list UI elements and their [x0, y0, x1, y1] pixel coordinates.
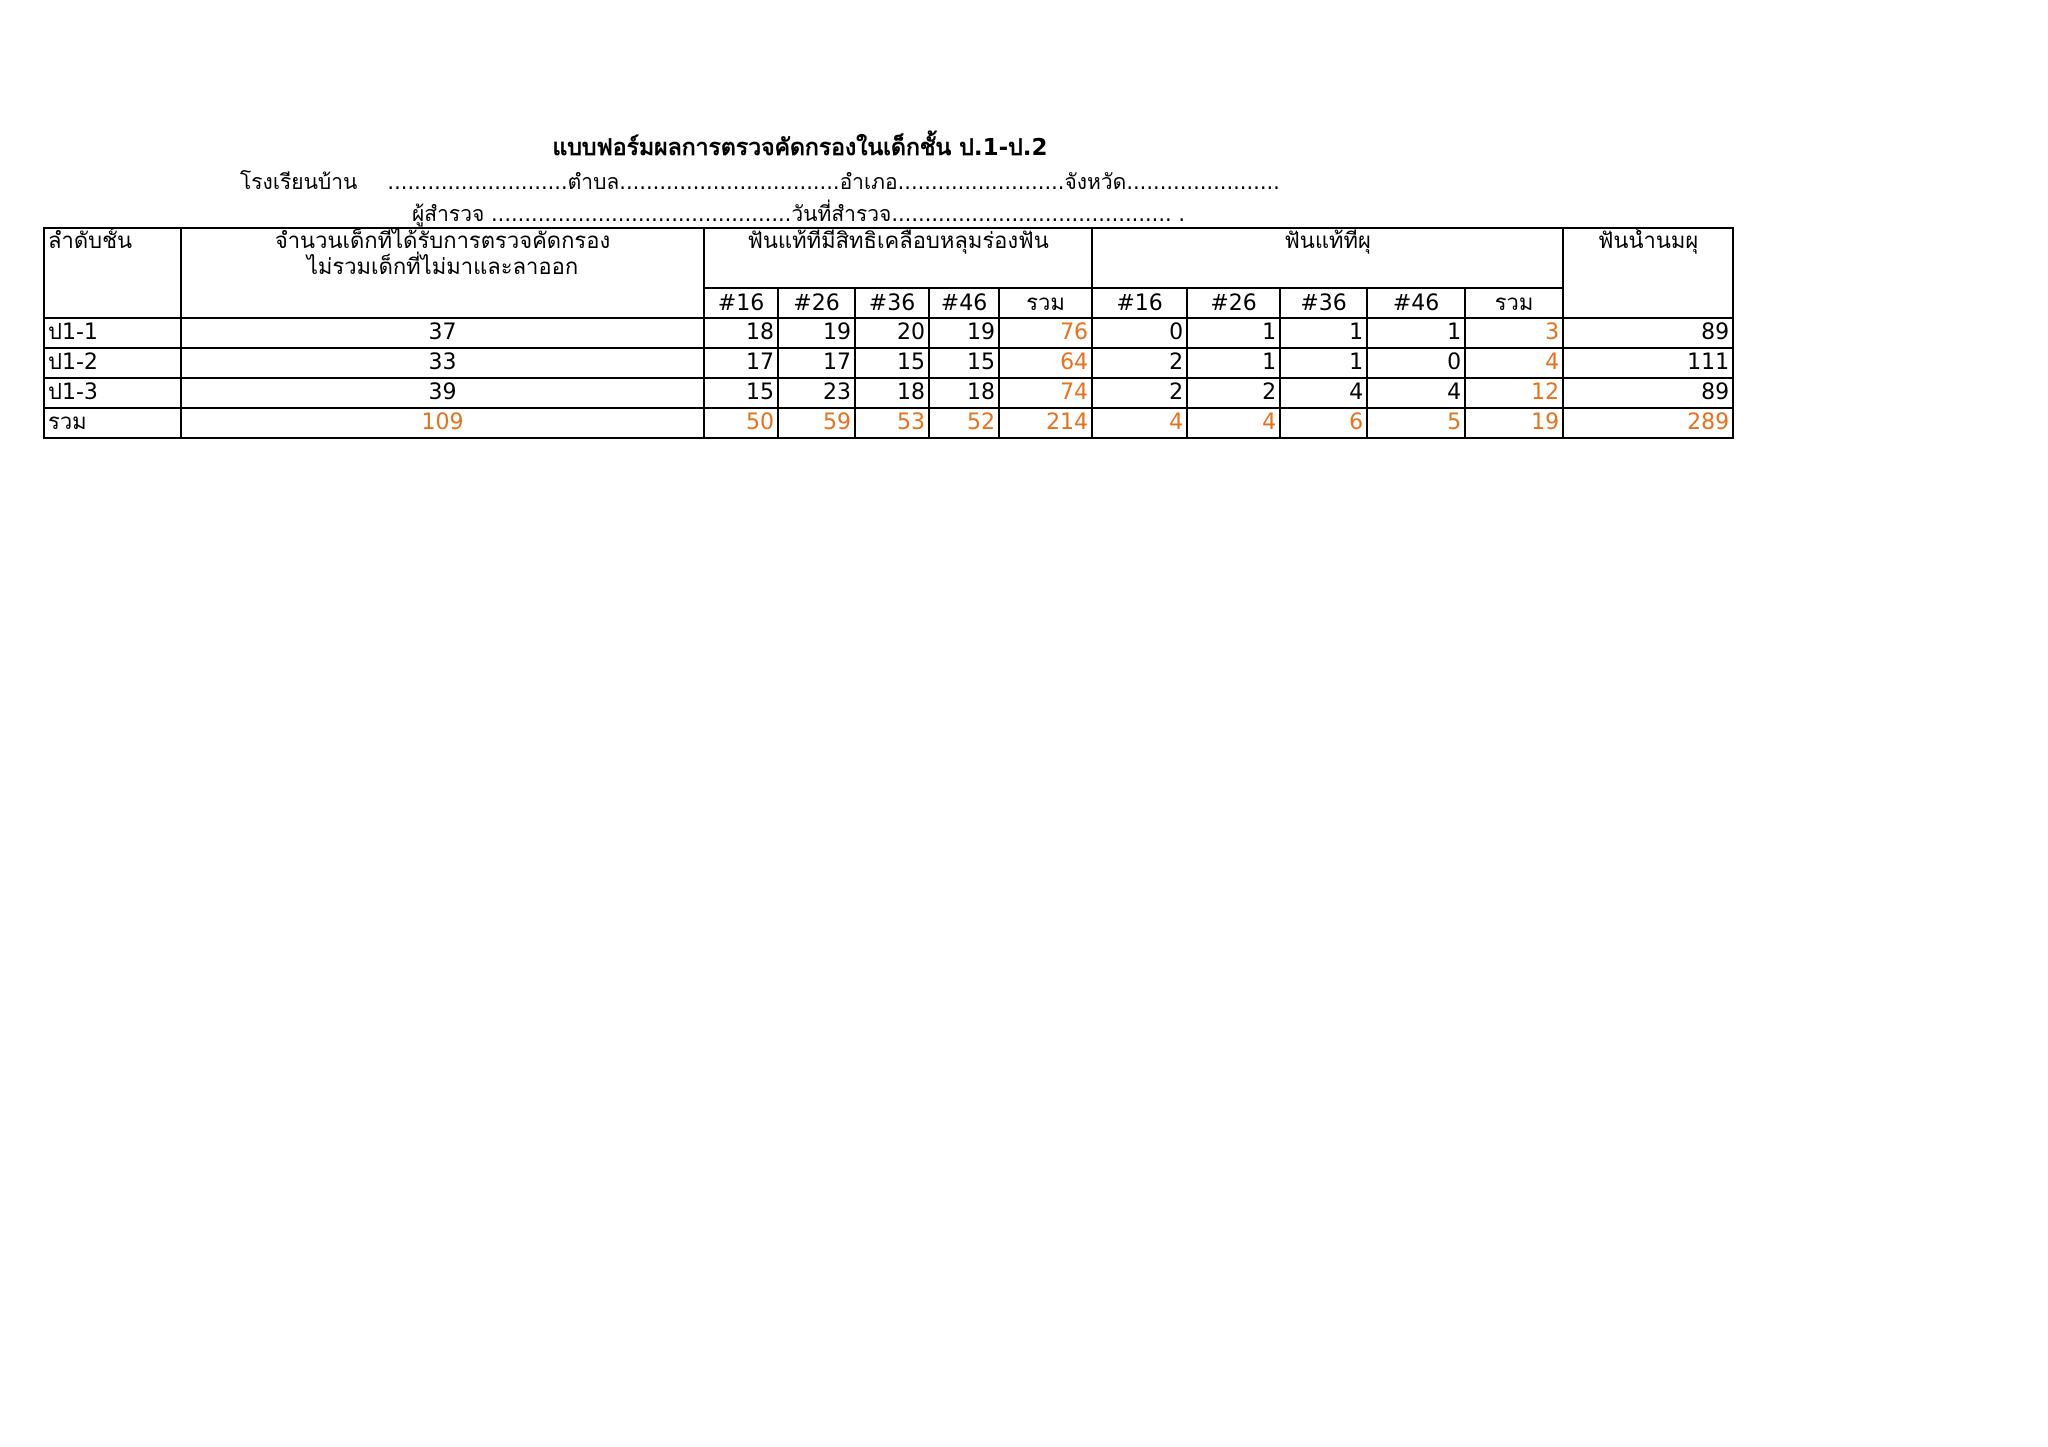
sealant-cell[interactable]: 18	[855, 378, 929, 408]
decay-cell[interactable]: 2	[1092, 348, 1187, 378]
sealant-sum-cell[interactable]: 52	[929, 408, 999, 438]
decay-cell[interactable]: 4	[1280, 378, 1367, 408]
decay-cell[interactable]: 2	[1092, 378, 1187, 408]
header-primary-decay: ฟันน้ำนมผุ	[1563, 228, 1733, 318]
decay-sum-cell[interactable]: 4	[1187, 408, 1280, 438]
sealant-cell[interactable]: 20	[855, 318, 929, 348]
total-label-cell[interactable]: รวม	[44, 408, 181, 438]
school-label: โรงเรียนบ้าน	[240, 170, 358, 194]
decay-cell[interactable]: 1	[1187, 318, 1280, 348]
decay-total-cell[interactable]: 3	[1465, 318, 1563, 348]
location-line	[240, 166, 1280, 199]
decay-cell[interactable]: 1	[1367, 318, 1465, 348]
decay-sum-cell[interactable]: 6	[1280, 408, 1367, 438]
decay-sum-cell[interactable]: 4	[1092, 408, 1187, 438]
header-decay-tooth: #36	[1280, 288, 1367, 318]
total-row	[44, 408, 1733, 438]
screened-cell[interactable]: 37	[181, 318, 704, 348]
header-screened	[181, 228, 704, 318]
sealant-cell[interactable]: 15	[855, 348, 929, 378]
decay-sum-cell[interactable]: 5	[1367, 408, 1465, 438]
header-sealant-tooth: #46	[929, 288, 999, 318]
sealant-sum-cell[interactable]: 53	[855, 408, 929, 438]
grade-cell[interactable]: ป1-2	[44, 348, 181, 378]
header-decay-group: ฟันแท้ที่ผุ	[1092, 228, 1563, 288]
screening-table	[43, 227, 1734, 439]
primary-decay-total-cell[interactable]: 289	[1563, 408, 1733, 438]
decay-cell[interactable]: 1	[1280, 348, 1367, 378]
header-decay-tooth: #16	[1092, 288, 1187, 318]
header-decay-tooth: #26	[1187, 288, 1280, 318]
sealant-cell[interactable]: 23	[778, 378, 855, 408]
screened-total-cell[interactable]: 109	[181, 408, 704, 438]
header-decay-total: รวม	[1465, 288, 1563, 318]
decay-total-cell[interactable]: 4	[1465, 348, 1563, 378]
decay-cell[interactable]: 0	[1367, 348, 1465, 378]
decay-grand-total-cell[interactable]: 19	[1465, 408, 1563, 438]
sealant-cell[interactable]: 19	[929, 318, 999, 348]
location-fields: ...........................ตำบล.................................อำเภอ.........................จังหวัด.......................	[387, 170, 1280, 194]
header-screened-line1: จำนวนเด็กที่ได้รับการตรวจคัดกรอง	[274, 229, 611, 254]
decay-cell[interactable]: 4	[1367, 378, 1465, 408]
header-sealant-tooth: #16	[704, 288, 778, 318]
header-sealant-tooth: #26	[778, 288, 855, 318]
surveyor-line: ผู้สำรวจ .............................................วันที่สำรวจ.......................................... .	[412, 202, 1186, 226]
decay-cell[interactable]: 1	[1187, 348, 1280, 378]
decay-cell[interactable]: 0	[1092, 318, 1187, 348]
screened-cell[interactable]: 33	[181, 348, 704, 378]
sealant-cell[interactable]: 17	[778, 348, 855, 378]
sealant-total-cell[interactable]: 74	[999, 378, 1092, 408]
decay-cell[interactable]: 2	[1187, 378, 1280, 408]
header-sealant-total: รวม	[999, 288, 1092, 318]
sealant-total-cell[interactable]: 64	[999, 348, 1092, 378]
form-title: แบบฟอร์มผลการตรวจคัดกรองในเด็กชั้น ป.1-ป.2	[552, 135, 1048, 161]
sealant-cell[interactable]: 18	[704, 318, 778, 348]
header-screened-line2: ไม่รวมเด็กที่ไม่มาและลาออก	[306, 255, 579, 280]
decay-total-cell[interactable]: 12	[1465, 378, 1563, 408]
header-sealant-group: ฟันแท้ที่มีสิทธิเคลือบหลุมร่องฟัน	[704, 228, 1092, 288]
sealant-cell[interactable]: 19	[778, 318, 855, 348]
sealant-cell[interactable]: 15	[704, 378, 778, 408]
sealant-cell[interactable]: 17	[704, 348, 778, 378]
sealant-sum-cell[interactable]: 59	[778, 408, 855, 438]
grade-cell[interactable]: ป1-3	[44, 378, 181, 408]
table-row	[44, 348, 1733, 378]
sealant-cell[interactable]: 18	[929, 378, 999, 408]
primary-decay-cell[interactable]: 89	[1563, 378, 1733, 408]
sealant-total-cell[interactable]: 76	[999, 318, 1092, 348]
screened-cell[interactable]: 39	[181, 378, 704, 408]
sealant-grand-total-cell[interactable]: 214	[999, 408, 1092, 438]
decay-cell[interactable]: 1	[1280, 318, 1367, 348]
table-row	[44, 318, 1733, 348]
header-grade: ลำดับชั้น	[44, 228, 181, 318]
header-decay-tooth: #46	[1367, 288, 1465, 318]
table-row	[44, 378, 1733, 408]
sealant-sum-cell[interactable]: 50	[704, 408, 778, 438]
primary-decay-cell[interactable]: 111	[1563, 348, 1733, 378]
sealant-cell[interactable]: 15	[929, 348, 999, 378]
primary-decay-cell[interactable]: 89	[1563, 318, 1733, 348]
grade-cell[interactable]: ป1-1	[44, 318, 181, 348]
header-sealant-tooth: #36	[855, 288, 929, 318]
